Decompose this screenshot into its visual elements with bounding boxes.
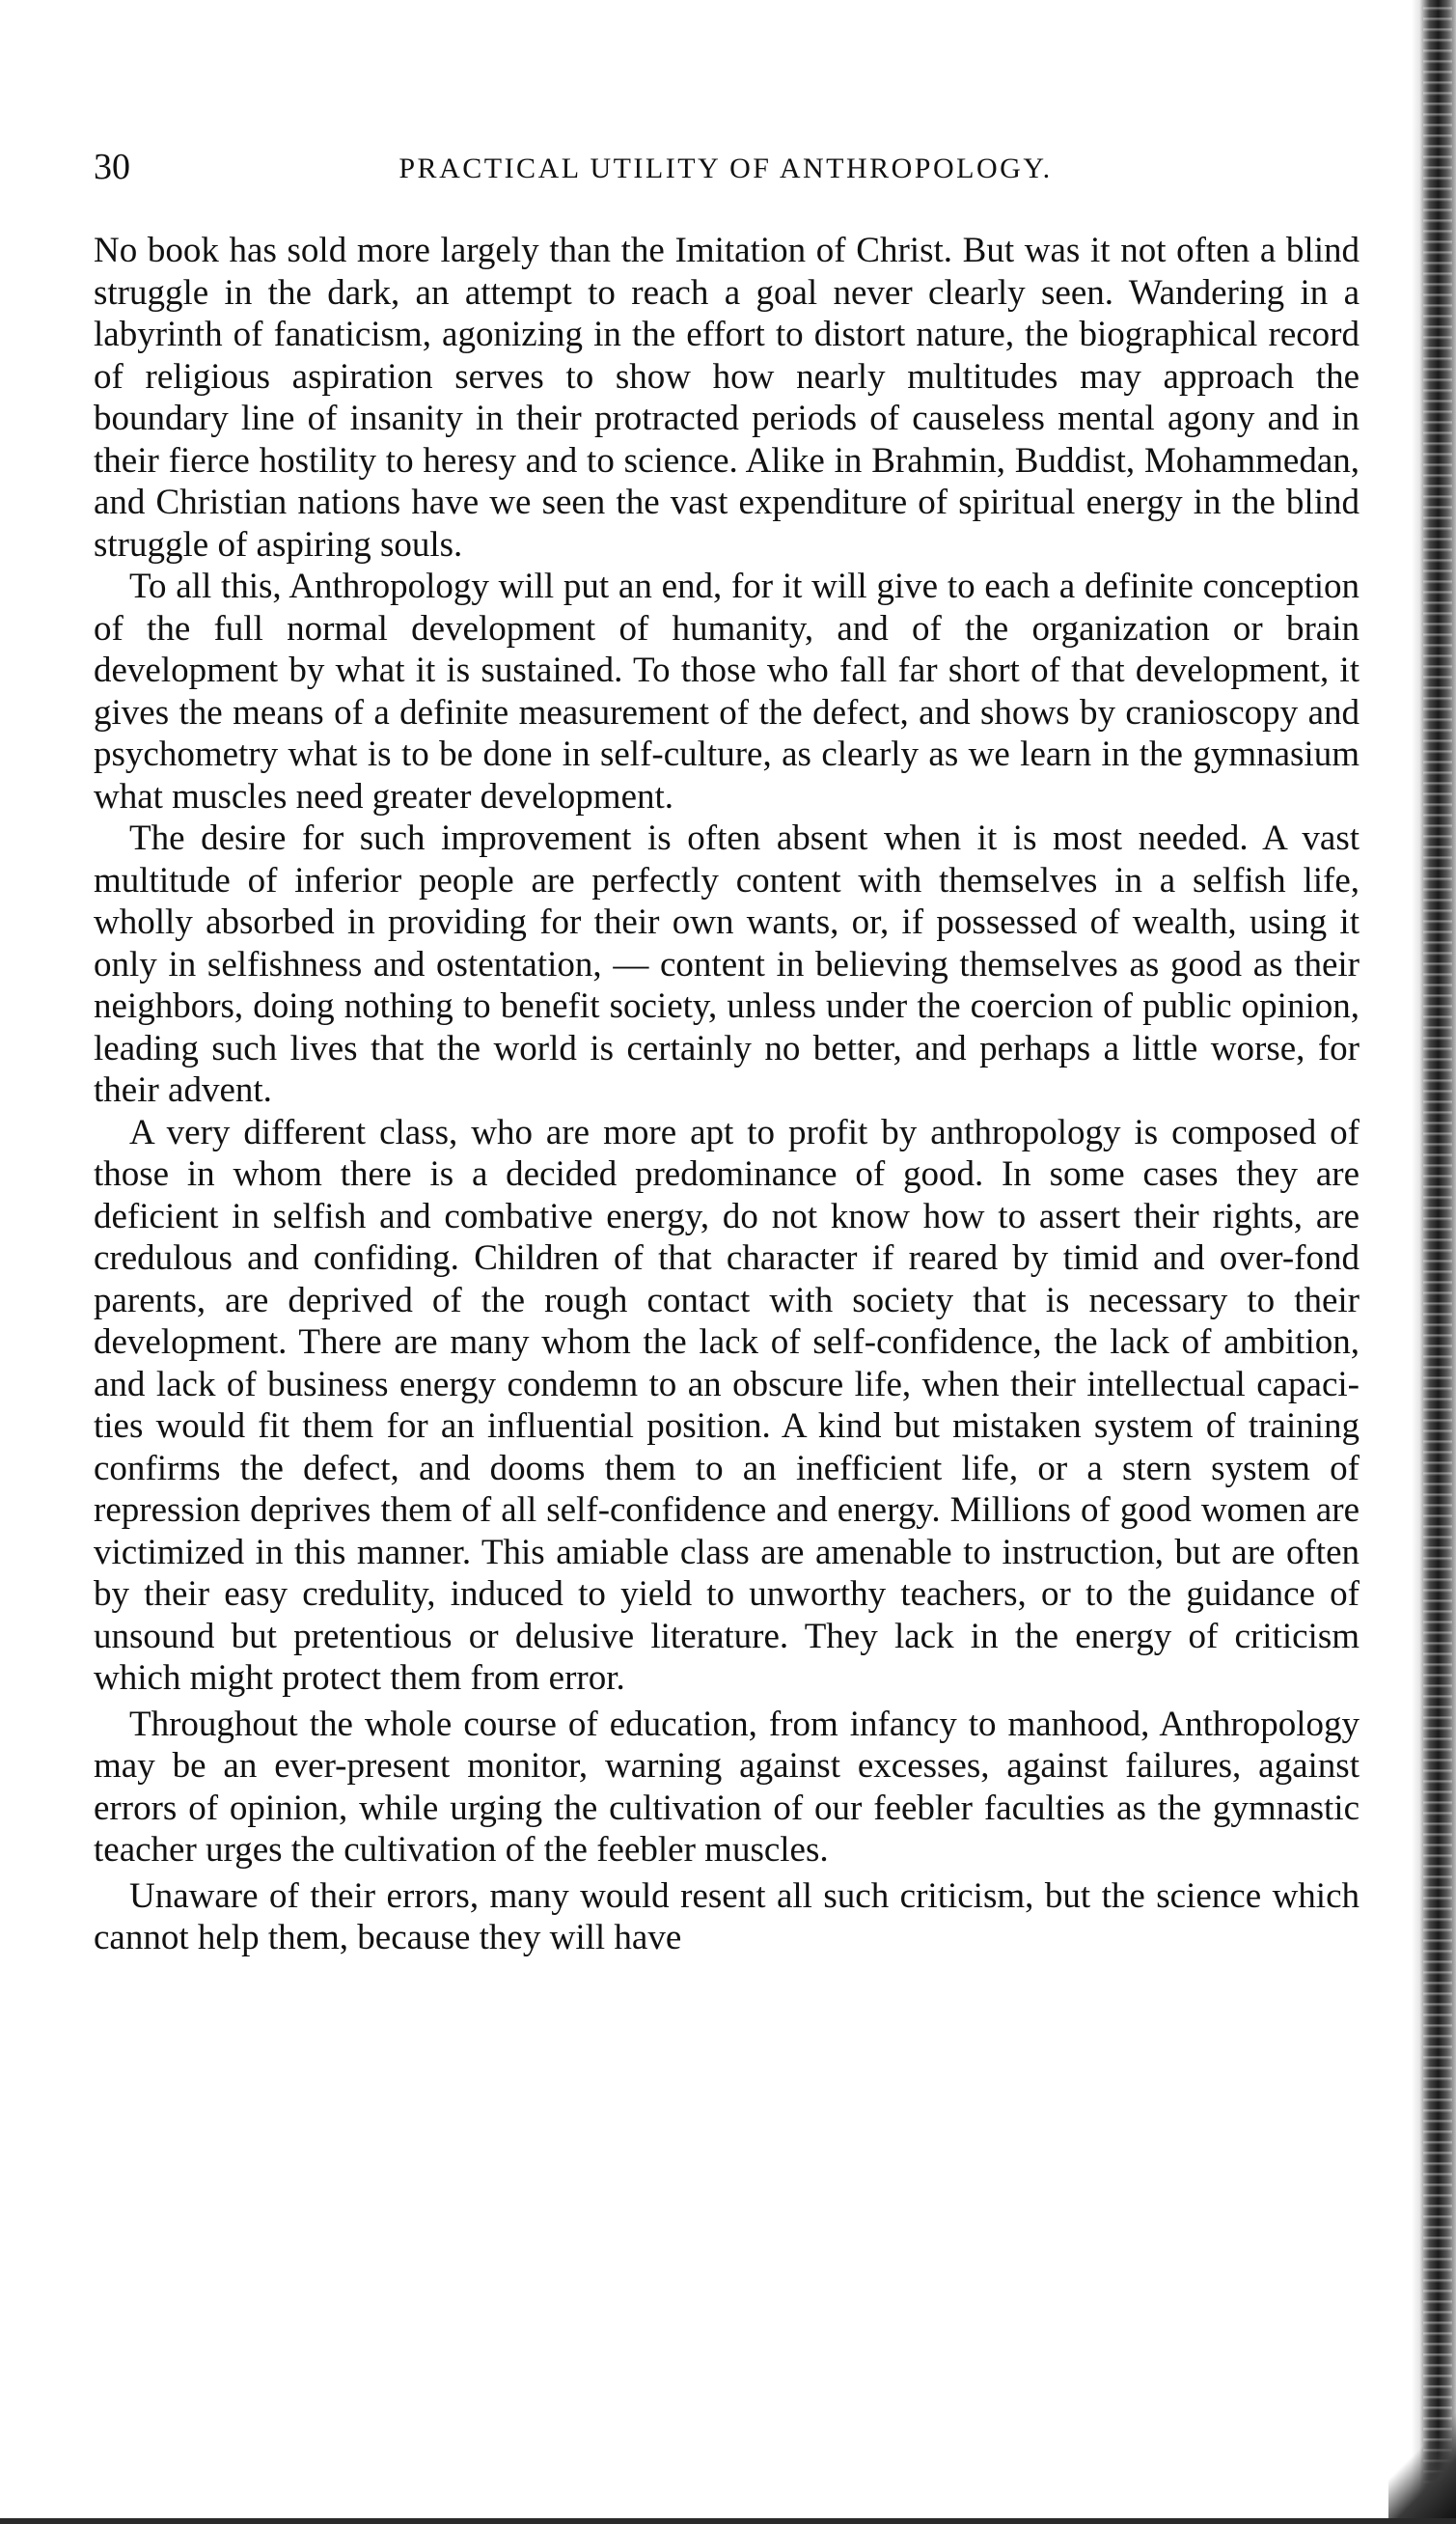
page-header	[94, 143, 1358, 191]
paragraph: The desire for such improvement is often absent when it is most needed. A vast multitude of inferior people are perfectly content with themselves in a selfish life, wholly absorbed in providing for their own wants, or, if possessed of wealth, using it only in selfishness and ostentation, — content in believing themselves as good as their neighbors, doing nothing to benefit society, unless under the coercion of public opinion, leading such lives that the world is certainly no better, and perhaps a little worse, for their advent.	[94, 818, 1360, 1110]
scan-corner-shadow	[1388, 2393, 1456, 2518]
paragraph: Throughout the whole course of education, from infancy to manhood, Anthropology may be an ever-present monitor, warning against excesses, against failures, against errors of opinion, while urging the cultivation of our feebler faculties as the gymnastic teacher urges the cultivation of the feebler muscles.	[94, 1704, 1360, 1870]
body-text	[94, 230, 1360, 1959]
paragraph: A very different class, who are more apt to profit by anthropology is composed of those in whom there is a decided predominance of good. In some cases they are deficient in selfish and combative energy, do not know how to assert their rights, are credulous and confiding. Children of that character if reared by timid and over-fond parents, are deprived of the rough contact with society that is necessary to their development. There are many whom the lack of self-confidence, the lack of ambition, and lack of business energy condemn to an obscure life, when their intellectual capacities would fit them for an influential position. A kind but mistaken system of training confirms the defect, and dooms them to an inefficient life, or a stern system of repression deprives them of all self-confidence and energy. Millions of good women are victimized in this manner. This amiable class are amenable to instruction, but are often by their easy credulity, induced to yield to unworthy teachers, or to the guidance of unsound but pretentious or delusive literature. They lack in the energy of criticism which might protect them from error.	[94, 1112, 1360, 1698]
scan-page-edge	[1412, 0, 1456, 2524]
page-number: 30	[94, 147, 130, 187]
scan-bottom-edge	[0, 2518, 1456, 2524]
paragraph: Unaware of their errors, many would resent all such criticism, but the science which cannot help them, because they will have	[94, 1875, 1360, 1957]
running-title: PRACTICAL UTILITY OF ANTHROPOLOGY.	[398, 153, 1053, 184]
paragraph: To all this, Anthropology will put an end, for it will give to each a definite conception of the full normal development of humanity, and of the organization or brain development by what it is sustained. To those who fall far short of that development, it gives the means of a definite measurement of the defect, and shows by cranioscopy and psychometry what is to be done in self-culture, as clearly as we learn in the gymnasium what muscles need greater development.	[94, 567, 1360, 817]
paragraph: No book has sold more largely than the Imitation of Christ. But was it not often a blind struggle in the dark, an attempt to reach a goal never clearly seen. Wandering in a labyrinth of fanaticism, agonizing in the effort to distort nature, the biographical record of religious aspiration serves to show how nearly multitudes may approach the boundary line of insanity in their protracted periods of causeless mental agony and in their fierce hostility to heresy and to science. Alike in Brahmin, Buddist, Mohammedan, and Christian nations have we seen the vast expenditure of spiritual energy in the blind struggle of aspiring souls.	[94, 231, 1360, 565]
